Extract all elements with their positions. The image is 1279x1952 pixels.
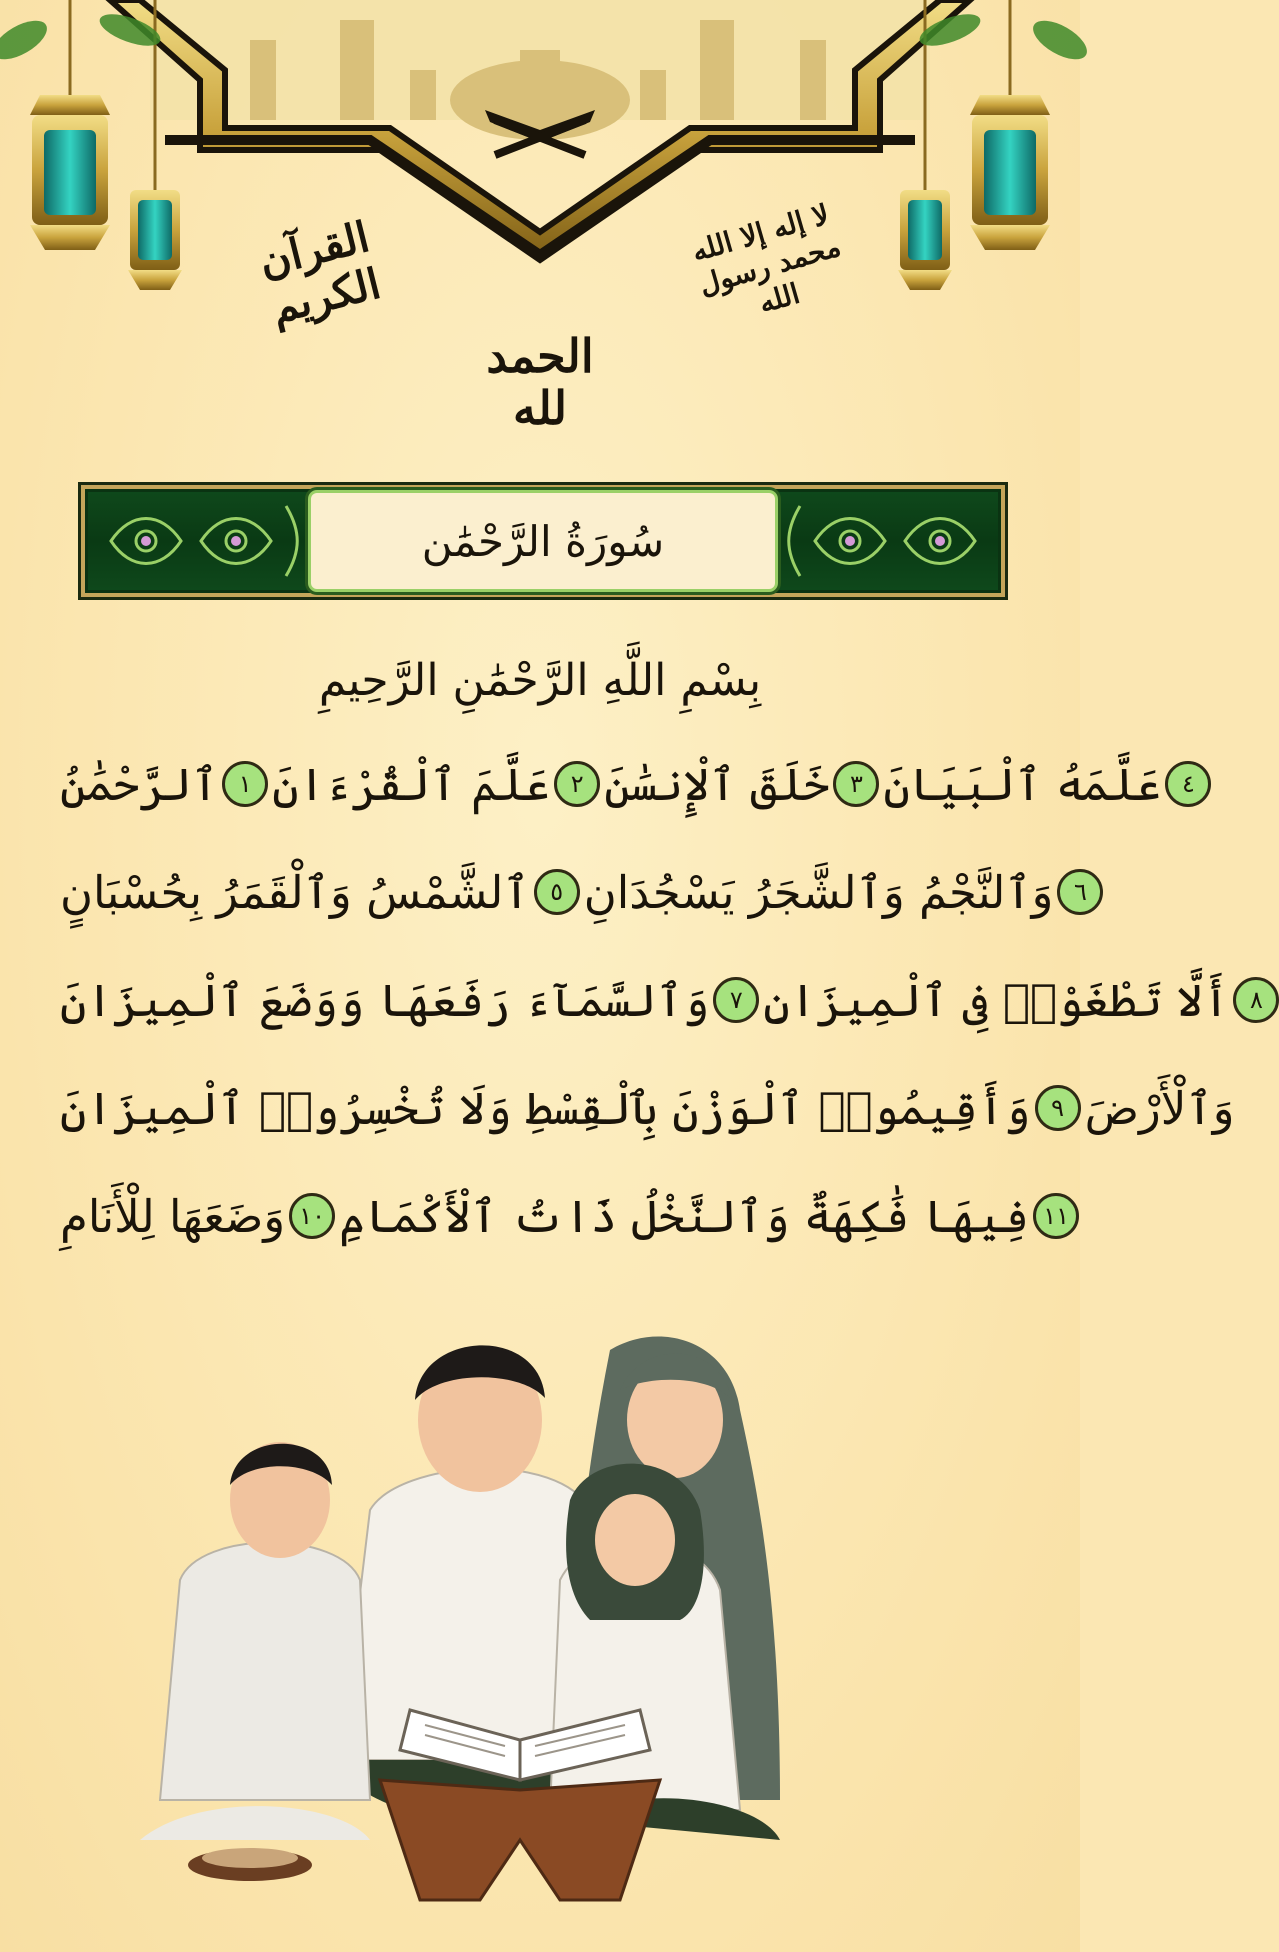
surah-banner — [78, 482, 1008, 600]
verse-text: وَضَعَهَا لِلْأَنَامِ — [60, 1189, 286, 1243]
ayah-number-marker: ٩ — [1035, 1085, 1081, 1131]
ayah-number-marker: ٣ — [833, 761, 879, 807]
ayah-number-marker: ١ — [222, 761, 268, 807]
family-reading-illustration — [140, 1280, 940, 1920]
arabesque-ornament — [775, 491, 995, 591]
verse-text: ٱلشَّمْسُ وَٱلْقَمَرُ بِحُسْبَانٍ — [60, 865, 530, 919]
verse-line — [56, 946, 1263, 1054]
verse-text: عَلَّمَ ٱلْقُرْءَانَ — [272, 757, 551, 811]
ayah-number-marker: ٢ — [554, 761, 600, 807]
verse-text: ٱلرَّحْمَٰنُ — [60, 757, 219, 811]
verse-text: خَلَقَ ٱلْإِنسَٰنَ — [604, 757, 830, 811]
bismillah: بِسْمِ اللَّهِ الرَّحْمَٰنِ الرَّحِيمِ — [318, 655, 762, 706]
quran-stand-icon — [380, 1780, 660, 1900]
ayah-number-marker: ٥ — [534, 869, 580, 915]
boy-figure — [140, 1442, 370, 1840]
ayah-number-marker: ٦ — [1057, 869, 1103, 915]
ayah-number-marker: ١٠ — [289, 1193, 335, 1239]
calligraphy-shahada: لا إله إلا الله محمد رسول الله — [688, 197, 845, 320]
verse-line — [56, 1162, 1069, 1270]
ayah-number-marker: ١١ — [1033, 1193, 1079, 1239]
surah-title-plate — [311, 493, 775, 589]
verse-text: وَٱلنَّجْمُ وَٱلشَّجَرُ يَسْجُدَانِ — [583, 865, 1054, 919]
ayah-number-marker: ٤ — [1165, 761, 1211, 807]
calligraphy-alhamdulillah: الحمد لله — [486, 329, 594, 435]
verse-line — [56, 730, 1195, 838]
ayah-number-marker: ٨ — [1233, 977, 1279, 1023]
ayah-number-marker: ٧ — [713, 977, 759, 1023]
header-ornament — [0, 0, 1080, 300]
verse-text: عَلَّمَهُ ٱلْبَيَانَ — [883, 757, 1162, 811]
surah-title: سُورَةُ الرَّحْمَٰن — [421, 516, 665, 566]
arabesque-ornament — [91, 491, 311, 591]
verse-text: وَأَقِيمُوا۟ ٱلْوَزْنَ بِٱلْقِسْطِ وَلَا تُخْسِرُوا۟ ٱلْمِيزَانَ — [60, 1081, 1031, 1135]
verse-line — [56, 838, 1087, 946]
verse-text: أَلَّا تَطْغَوْا۟ فِى ٱلْمِيزَانِ — [763, 973, 1230, 1027]
verse-text: وَٱلْأَرْضَ — [1084, 1081, 1235, 1135]
verse-line — [56, 1054, 1235, 1162]
verse-text: فِيهَا فَٰكِهَةٌ وَٱلنَّخْلُ ذَاتُ ٱلْأَكْمَامِ — [339, 1189, 1030, 1243]
bowl-icon — [188, 1848, 312, 1881]
verse-block — [56, 730, 1263, 1270]
verse-text: وَٱلسَّمَآءَ رَفَعَهَا وَوَضَعَ ٱلْمِيزَانَ — [60, 973, 710, 1027]
calligraphy-quran-kareem: القرآن الكريم — [254, 211, 386, 333]
